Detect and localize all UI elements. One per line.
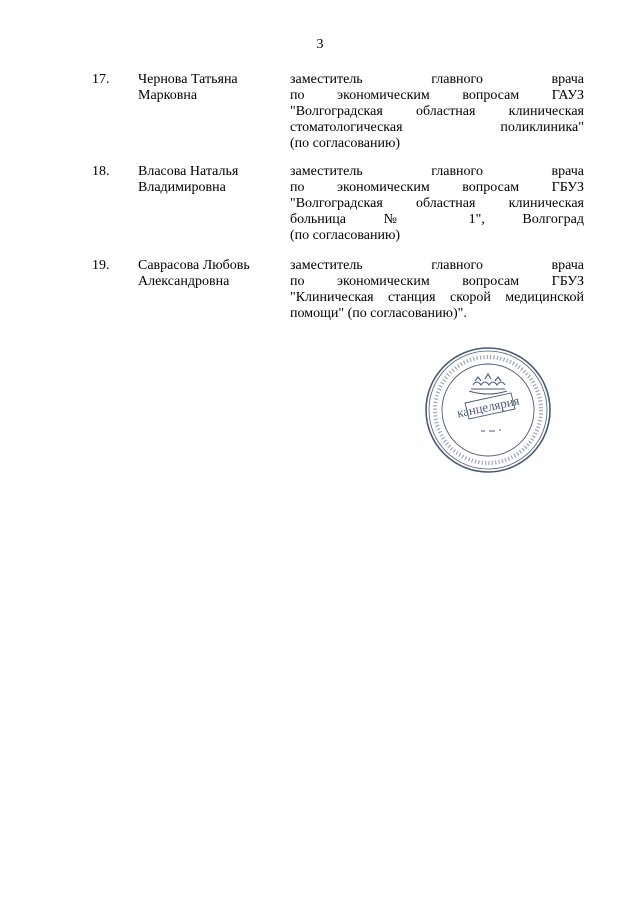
position-line: больница № 1", Волгоград <box>290 212 584 227</box>
position-line: (по согласованию) <box>290 136 401 151</box>
position-line: заместитель главного врача <box>290 258 584 273</box>
person-name <box>138 72 278 104</box>
entry-number: 18. <box>92 164 110 179</box>
position-line: по экономическим вопросам ГБУЗ <box>290 274 584 289</box>
person-name-line: Владимировна <box>138 180 226 195</box>
person-name-line: Александровна <box>138 274 230 289</box>
person-name-line: Власова Наталья <box>138 164 239 179</box>
person-name <box>138 258 278 290</box>
position-line: "Клиническая станция скорой медицинской <box>290 290 584 305</box>
position-line: стоматологическая поликлиника" <box>290 120 584 135</box>
position-line: по экономическим вопросам ГБУЗ <box>290 180 584 195</box>
stamp-bottom-marks <box>481 430 501 431</box>
position-line: по экономическим вопросам ГАУЗ <box>290 88 584 103</box>
office-stamp <box>423 345 553 475</box>
position-line: "Волгоградская областная клиническая <box>290 104 584 119</box>
person-position <box>290 258 584 322</box>
person-position <box>290 164 584 244</box>
position-line: заместитель главного врача <box>290 164 584 179</box>
stamp-text: канцелярия <box>455 392 521 421</box>
position-line: заместитель главного врача <box>290 72 584 87</box>
person-position <box>290 72 584 152</box>
entry-number: 17. <box>92 72 110 87</box>
position-line: помощи" (по согласованию)". <box>290 306 467 321</box>
person-name-line: Марковна <box>138 88 198 103</box>
page-number: 3 <box>316 37 324 52</box>
person-name-line: Чернова Татьяна <box>138 72 238 87</box>
position-line: (по согласованию) <box>290 228 401 243</box>
coat-of-arms-icon <box>469 374 507 394</box>
person-name-line: Саврасова Любовь <box>138 258 250 273</box>
person-name <box>138 164 278 196</box>
position-line: "Волгоградская областная клиническая <box>290 196 584 211</box>
entry-number: 19. <box>92 258 110 273</box>
